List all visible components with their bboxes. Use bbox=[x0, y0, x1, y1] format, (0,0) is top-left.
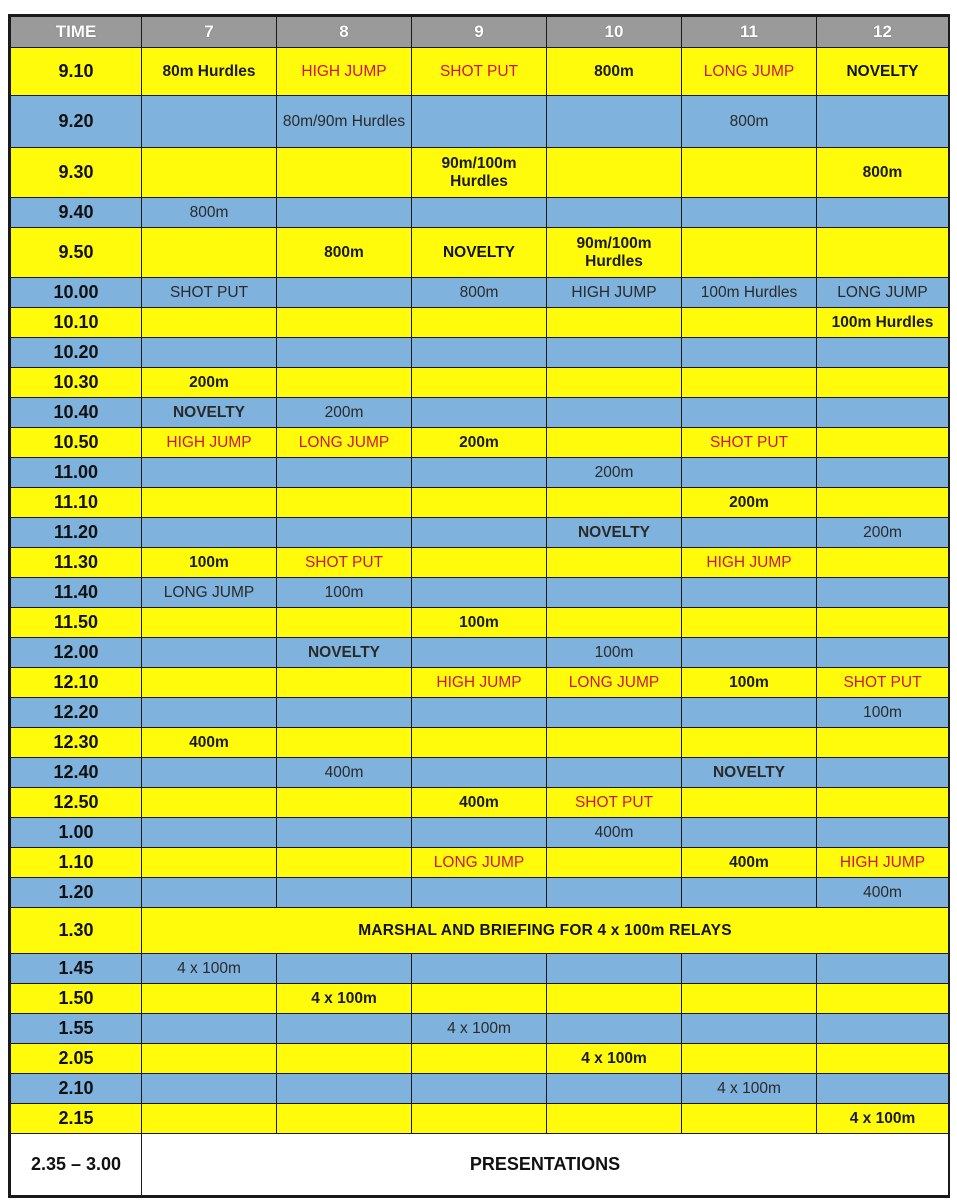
event-cell-year-11: 100m Hurdles bbox=[682, 278, 817, 308]
event-cell-year-12 bbox=[817, 728, 949, 758]
event-cell-year-12 bbox=[817, 638, 949, 668]
table-row bbox=[11, 398, 949, 428]
table-row bbox=[11, 278, 949, 308]
time-cell: 9.10 bbox=[11, 48, 142, 96]
time-cell: 11.30 bbox=[11, 548, 142, 578]
event-cell-year-7: 800m bbox=[142, 198, 277, 228]
table-row bbox=[11, 698, 949, 728]
event-cell-year-7 bbox=[142, 1044, 277, 1074]
time-cell: 11.20 bbox=[11, 518, 142, 548]
event-cell-year-10 bbox=[547, 488, 682, 518]
event-cell-year-12 bbox=[817, 428, 949, 458]
event-cell-year-11 bbox=[682, 608, 817, 638]
header-year-7: 7 bbox=[142, 17, 277, 48]
event-cell-year-7 bbox=[142, 1104, 277, 1134]
event-cell-year-12 bbox=[817, 758, 949, 788]
event-cell-year-10: NOVELTY bbox=[547, 518, 682, 548]
event-cell-year-9 bbox=[412, 398, 547, 428]
event-cell-year-9: LONG JUMP bbox=[412, 848, 547, 878]
event-cell-year-8: 200m bbox=[277, 398, 412, 428]
time-cell: 10.40 bbox=[11, 398, 142, 428]
event-cell-year-12: 100m bbox=[817, 698, 949, 728]
event-cell-year-11: LONG JUMP bbox=[682, 48, 817, 96]
event-cell-year-9 bbox=[412, 1044, 547, 1074]
event-cell-year-9 bbox=[412, 338, 547, 368]
event-cell-year-10 bbox=[547, 368, 682, 398]
time-cell: 12.50 bbox=[11, 788, 142, 818]
event-cell-year-7 bbox=[142, 228, 277, 278]
time-cell: 9.20 bbox=[11, 96, 142, 148]
table-row bbox=[11, 228, 949, 278]
time-cell: 10.30 bbox=[11, 368, 142, 398]
event-cell-year-10 bbox=[547, 398, 682, 428]
event-cell-year-12 bbox=[817, 954, 949, 984]
event-cell-year-8 bbox=[277, 668, 412, 698]
event-cell-year-10 bbox=[547, 148, 682, 198]
event-cell-year-7 bbox=[142, 1014, 277, 1044]
event-cell-year-8: LONG JUMP bbox=[277, 428, 412, 458]
event-cell-year-8: 80m/90m Hurdles bbox=[277, 96, 412, 148]
event-cell-year-8: SHOT PUT bbox=[277, 548, 412, 578]
header-year-12: 12 bbox=[817, 17, 949, 48]
event-cell-year-12 bbox=[817, 818, 949, 848]
event-cell-year-7 bbox=[142, 518, 277, 548]
event-cell-year-8: HIGH JUMP bbox=[277, 48, 412, 96]
table-row bbox=[11, 458, 949, 488]
time-cell: 10.50 bbox=[11, 428, 142, 458]
table-row bbox=[11, 818, 949, 848]
event-cell-year-10 bbox=[547, 728, 682, 758]
header-year-8: 8 bbox=[277, 17, 412, 48]
time-cell: 2.10 bbox=[11, 1074, 142, 1104]
event-cell-year-8 bbox=[277, 148, 412, 198]
table-row bbox=[11, 338, 949, 368]
time-cell: 2.15 bbox=[11, 1104, 142, 1134]
event-cell-year-12 bbox=[817, 548, 949, 578]
table-row bbox=[11, 1104, 949, 1134]
event-cell-year-11 bbox=[682, 308, 817, 338]
event-cell-year-9: 4 x 100m bbox=[412, 1014, 547, 1044]
time-cell: 10.00 bbox=[11, 278, 142, 308]
time-cell: 11.00 bbox=[11, 458, 142, 488]
table-row bbox=[11, 1044, 949, 1074]
event-cell-year-11 bbox=[682, 818, 817, 848]
event-cell-year-8 bbox=[277, 368, 412, 398]
event-cell-year-10 bbox=[547, 698, 682, 728]
time-cell: 1.10 bbox=[11, 848, 142, 878]
event-cell-year-12 bbox=[817, 1014, 949, 1044]
time-cell: 1.50 bbox=[11, 984, 142, 1014]
time-cell: 1.45 bbox=[11, 954, 142, 984]
time-cell: 9.50 bbox=[11, 228, 142, 278]
event-cell-year-12 bbox=[817, 578, 949, 608]
table-row bbox=[11, 148, 949, 198]
time-cell: 11.50 bbox=[11, 608, 142, 638]
event-cell-year-9: 90m/100m Hurdles bbox=[412, 148, 547, 198]
time-cell: 1.20 bbox=[11, 878, 142, 908]
time-cell: 9.30 bbox=[11, 148, 142, 198]
time-cell: 12.10 bbox=[11, 668, 142, 698]
event-cell-year-7 bbox=[142, 338, 277, 368]
event-cell-year-9 bbox=[412, 96, 547, 148]
event-cell-year-9 bbox=[412, 818, 547, 848]
event-cell-year-7: 80m Hurdles bbox=[142, 48, 277, 96]
event-cell-year-10 bbox=[547, 578, 682, 608]
event-cell-year-9: 200m bbox=[412, 428, 547, 458]
header-year-9: 9 bbox=[412, 17, 547, 48]
time-cell: 2.05 bbox=[11, 1044, 142, 1074]
event-cell-year-11: 800m bbox=[682, 96, 817, 148]
event-cell-year-7: NOVELTY bbox=[142, 398, 277, 428]
time-cell: 1.30 bbox=[11, 908, 142, 954]
event-cell-year-9: SHOT PUT bbox=[412, 48, 547, 96]
event-cell-year-11 bbox=[682, 148, 817, 198]
event-cell-year-12 bbox=[817, 488, 949, 518]
event-cell-year-11: 400m bbox=[682, 848, 817, 878]
event-cell-year-12 bbox=[817, 198, 949, 228]
time-cell: 11.10 bbox=[11, 488, 142, 518]
header-year-11: 11 bbox=[682, 17, 817, 48]
time-cell: 1.00 bbox=[11, 818, 142, 848]
event-cell-year-12: 400m bbox=[817, 878, 949, 908]
event-cell-year-11 bbox=[682, 728, 817, 758]
event-cell-year-7 bbox=[142, 96, 277, 148]
event-cell-year-7 bbox=[142, 758, 277, 788]
event-cell-year-11 bbox=[682, 698, 817, 728]
event-cell-year-8 bbox=[277, 954, 412, 984]
event-cell-year-12 bbox=[817, 398, 949, 428]
event-cell-year-8: NOVELTY bbox=[277, 638, 412, 668]
table-row bbox=[11, 1014, 949, 1044]
event-cell-year-9 bbox=[412, 638, 547, 668]
event-cell-year-11 bbox=[682, 638, 817, 668]
event-cell-year-9 bbox=[412, 308, 547, 338]
header-row bbox=[11, 17, 949, 48]
table-row bbox=[11, 638, 949, 668]
event-cell-year-8 bbox=[277, 818, 412, 848]
event-cell-year-10 bbox=[547, 984, 682, 1014]
event-cell-year-12 bbox=[817, 368, 949, 398]
table-row bbox=[11, 984, 949, 1014]
event-cell-year-12: 100m Hurdles bbox=[817, 308, 949, 338]
table-row bbox=[11, 728, 949, 758]
event-cell-year-7: 400m bbox=[142, 728, 277, 758]
event-cell-year-11 bbox=[682, 228, 817, 278]
header-time: TIME bbox=[11, 17, 142, 48]
event-cell-year-9 bbox=[412, 368, 547, 398]
event-cell-year-8 bbox=[277, 1014, 412, 1044]
event-cell-year-11 bbox=[682, 578, 817, 608]
event-cell-year-7 bbox=[142, 984, 277, 1014]
time-cell: 2.35 – 3.00 bbox=[11, 1134, 142, 1196]
event-cell-year-8 bbox=[277, 308, 412, 338]
event-cell-year-8 bbox=[277, 1044, 412, 1074]
event-cell-year-10: 200m bbox=[547, 458, 682, 488]
event-cell-year-9: NOVELTY bbox=[412, 228, 547, 278]
event-cell-year-10: 4 x 100m bbox=[547, 1044, 682, 1074]
event-cell-year-9 bbox=[412, 518, 547, 548]
event-cell-year-12 bbox=[817, 1044, 949, 1074]
time-cell: 12.00 bbox=[11, 638, 142, 668]
event-cell-year-11: NOVELTY bbox=[682, 758, 817, 788]
event-cell-year-10 bbox=[547, 1104, 682, 1134]
event-cell-year-10 bbox=[547, 608, 682, 638]
event-cell-year-12 bbox=[817, 608, 949, 638]
relay-briefing-cell: MARSHAL AND BRIEFING FOR 4 x 100m RELAYS bbox=[142, 908, 949, 954]
table-row bbox=[11, 368, 949, 398]
table-row bbox=[11, 608, 949, 638]
event-cell-year-12 bbox=[817, 96, 949, 148]
event-cell-year-7 bbox=[142, 668, 277, 698]
event-cell-year-10 bbox=[547, 428, 682, 458]
event-cell-year-12: LONG JUMP bbox=[817, 278, 949, 308]
event-cell-year-7: 200m bbox=[142, 368, 277, 398]
event-cell-year-10 bbox=[547, 338, 682, 368]
event-cell-year-10: HIGH JUMP bbox=[547, 278, 682, 308]
event-cell-year-7 bbox=[142, 148, 277, 198]
event-cell-year-10 bbox=[547, 848, 682, 878]
event-cell-year-7 bbox=[142, 308, 277, 338]
presentations-cell: PRESENTATIONS bbox=[142, 1134, 949, 1196]
event-cell-year-11 bbox=[682, 1014, 817, 1044]
event-cell-year-8 bbox=[277, 848, 412, 878]
event-cell-year-9: 800m bbox=[412, 278, 547, 308]
event-cell-year-12 bbox=[817, 984, 949, 1014]
event-cell-year-8 bbox=[277, 608, 412, 638]
table-row bbox=[11, 578, 949, 608]
event-cell-year-11: SHOT PUT bbox=[682, 428, 817, 458]
event-cell-year-12 bbox=[817, 788, 949, 818]
event-cell-year-9 bbox=[412, 878, 547, 908]
table-row bbox=[11, 908, 949, 954]
event-cell-year-9 bbox=[412, 578, 547, 608]
event-cell-year-8 bbox=[277, 788, 412, 818]
event-cell-year-7 bbox=[142, 878, 277, 908]
event-cell-year-8: 100m bbox=[277, 578, 412, 608]
table-row bbox=[11, 198, 949, 228]
event-cell-year-12: 800m bbox=[817, 148, 949, 198]
event-cell-year-9 bbox=[412, 458, 547, 488]
event-cell-year-12: 4 x 100m bbox=[817, 1104, 949, 1134]
event-cell-year-11: 100m bbox=[682, 668, 817, 698]
event-cell-year-10 bbox=[547, 548, 682, 578]
event-cell-year-9 bbox=[412, 758, 547, 788]
event-cell-year-8 bbox=[277, 1104, 412, 1134]
event-cell-year-10: 90m/100m Hurdles bbox=[547, 228, 682, 278]
event-cell-year-8 bbox=[277, 518, 412, 548]
event-cell-year-8 bbox=[277, 198, 412, 228]
event-cell-year-11 bbox=[682, 338, 817, 368]
table-row bbox=[11, 758, 949, 788]
event-cell-year-7: 100m bbox=[142, 548, 277, 578]
event-cell-year-9 bbox=[412, 698, 547, 728]
event-cell-year-7 bbox=[142, 1074, 277, 1104]
event-cell-year-7: HIGH JUMP bbox=[142, 428, 277, 458]
event-cell-year-11 bbox=[682, 984, 817, 1014]
event-cell-year-7 bbox=[142, 848, 277, 878]
event-cell-year-7: 4 x 100m bbox=[142, 954, 277, 984]
event-cell-year-10 bbox=[547, 198, 682, 228]
event-cell-year-9: 400m bbox=[412, 788, 547, 818]
time-cell: 10.20 bbox=[11, 338, 142, 368]
time-cell: 9.40 bbox=[11, 198, 142, 228]
event-cell-year-11 bbox=[682, 1044, 817, 1074]
event-cell-year-8 bbox=[277, 698, 412, 728]
event-cell-year-12 bbox=[817, 228, 949, 278]
event-cell-year-7 bbox=[142, 488, 277, 518]
event-cell-year-10: SHOT PUT bbox=[547, 788, 682, 818]
event-cell-year-11 bbox=[682, 1104, 817, 1134]
event-cell-year-10 bbox=[547, 758, 682, 788]
event-cell-year-11 bbox=[682, 458, 817, 488]
event-cell-year-7: SHOT PUT bbox=[142, 278, 277, 308]
table-row bbox=[11, 518, 949, 548]
event-cell-year-8 bbox=[277, 458, 412, 488]
event-cell-year-9 bbox=[412, 1074, 547, 1104]
event-cell-year-9 bbox=[412, 488, 547, 518]
table-row bbox=[11, 848, 949, 878]
event-cell-year-12 bbox=[817, 338, 949, 368]
event-cell-year-9 bbox=[412, 728, 547, 758]
event-cell-year-11 bbox=[682, 878, 817, 908]
event-cell-year-10 bbox=[547, 954, 682, 984]
event-cell-year-10: LONG JUMP bbox=[547, 668, 682, 698]
time-cell: 11.40 bbox=[11, 578, 142, 608]
time-cell: 12.40 bbox=[11, 758, 142, 788]
event-cell-year-11: HIGH JUMP bbox=[682, 548, 817, 578]
event-cell-year-9 bbox=[412, 984, 547, 1014]
event-cell-year-7: LONG JUMP bbox=[142, 578, 277, 608]
event-cell-year-12 bbox=[817, 458, 949, 488]
event-cell-year-10: 400m bbox=[547, 818, 682, 848]
event-cell-year-9: HIGH JUMP bbox=[412, 668, 547, 698]
event-cell-year-7 bbox=[142, 608, 277, 638]
event-cell-year-11: 4 x 100m bbox=[682, 1074, 817, 1104]
event-cell-year-9 bbox=[412, 1104, 547, 1134]
event-cell-year-11: 200m bbox=[682, 488, 817, 518]
event-cell-year-10 bbox=[547, 1074, 682, 1104]
event-cell-year-7 bbox=[142, 818, 277, 848]
table-row bbox=[11, 96, 949, 148]
event-cell-year-11 bbox=[682, 518, 817, 548]
table-row bbox=[11, 428, 949, 458]
event-cell-year-11 bbox=[682, 398, 817, 428]
time-cell: 12.30 bbox=[11, 728, 142, 758]
event-cell-year-11 bbox=[682, 368, 817, 398]
event-cell-year-9 bbox=[412, 954, 547, 984]
event-cell-year-10 bbox=[547, 308, 682, 338]
event-cell-year-7 bbox=[142, 638, 277, 668]
table-row bbox=[11, 668, 949, 698]
table-row bbox=[11, 954, 949, 984]
time-cell: 1.55 bbox=[11, 1014, 142, 1044]
event-cell-year-12 bbox=[817, 1074, 949, 1104]
table-row bbox=[11, 1134, 949, 1196]
event-cell-year-12: NOVELTY bbox=[817, 48, 949, 96]
event-cell-year-11 bbox=[682, 788, 817, 818]
event-cell-year-7 bbox=[142, 788, 277, 818]
event-cell-year-8: 800m bbox=[277, 228, 412, 278]
event-cell-year-8 bbox=[277, 878, 412, 908]
schedule-sheet bbox=[8, 14, 950, 1198]
table-row bbox=[11, 488, 949, 518]
table-row bbox=[11, 788, 949, 818]
event-cell-year-9 bbox=[412, 548, 547, 578]
event-cell-year-8 bbox=[277, 1074, 412, 1104]
event-cell-year-7 bbox=[142, 458, 277, 488]
time-cell: 10.10 bbox=[11, 308, 142, 338]
event-cell-year-10: 100m bbox=[547, 638, 682, 668]
event-cell-year-12: 200m bbox=[817, 518, 949, 548]
table-row bbox=[11, 1074, 949, 1104]
event-cell-year-9: 100m bbox=[412, 608, 547, 638]
event-cell-year-10 bbox=[547, 96, 682, 148]
event-cell-year-10: 800m bbox=[547, 48, 682, 96]
event-cell-year-12: SHOT PUT bbox=[817, 668, 949, 698]
event-cell-year-7 bbox=[142, 698, 277, 728]
table-row bbox=[11, 548, 949, 578]
event-cell-year-10 bbox=[547, 1014, 682, 1044]
header-year-10: 10 bbox=[547, 17, 682, 48]
time-cell: 12.20 bbox=[11, 698, 142, 728]
table-row bbox=[11, 48, 949, 96]
event-cell-year-8 bbox=[277, 728, 412, 758]
event-cell-year-11 bbox=[682, 954, 817, 984]
event-cell-year-8 bbox=[277, 278, 412, 308]
schedule-table bbox=[10, 16, 949, 1196]
event-cell-year-9 bbox=[412, 198, 547, 228]
event-cell-year-8 bbox=[277, 488, 412, 518]
event-cell-year-8: 4 x 100m bbox=[277, 984, 412, 1014]
event-cell-year-10 bbox=[547, 878, 682, 908]
event-cell-year-11 bbox=[682, 198, 817, 228]
event-cell-year-12: HIGH JUMP bbox=[817, 848, 949, 878]
table-row bbox=[11, 308, 949, 338]
event-cell-year-8: 400m bbox=[277, 758, 412, 788]
table-row bbox=[11, 878, 949, 908]
event-cell-year-8 bbox=[277, 338, 412, 368]
